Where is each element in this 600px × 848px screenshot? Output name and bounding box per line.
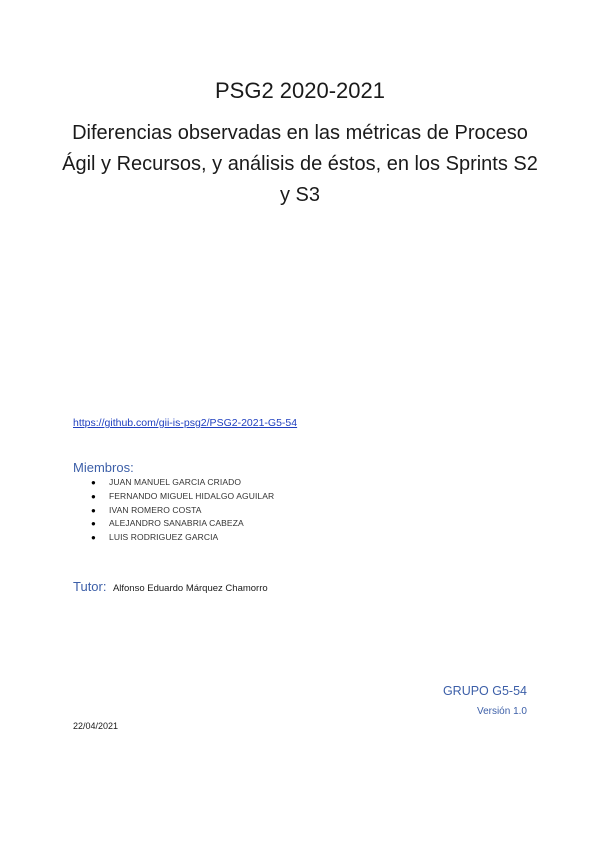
member-name: JUAN MANUEL GARCIA CRIADO [109, 477, 242, 487]
tutor-label: Tutor: [73, 579, 107, 594]
document-title: PSG2 2020-2021 [214, 78, 386, 103]
members-list [91, 476, 274, 545]
members-heading: Miembros: [73, 460, 134, 475]
member-item [91, 531, 274, 545]
bullet-icon: ● [91, 533, 96, 543]
tutor-line [73, 578, 268, 597]
bullet-icon: ● [91, 478, 96, 487]
group-label: GRUPO G5-54 [442, 684, 527, 698]
member-item [91, 504, 274, 518]
bullet-icon: ● [91, 505, 96, 515]
member-name: IVAN ROMERO COSTA [109, 504, 202, 515]
repository-link[interactable]: https://github.com/gii-is-psg2/PSG2-2021-G5-54 [73, 417, 298, 429]
tutor-name: Alfonso Eduardo Márquez Chamorro [112, 583, 268, 594]
bullet-icon: ● [91, 491, 96, 501]
member-name: ALEJANDRO SANABRIA CABEZA [109, 518, 244, 529]
member-item [91, 517, 274, 531]
member-name: LUIS RODRIGUEZ GARCIA [109, 532, 219, 543]
bullet-icon: ● [91, 519, 96, 529]
version-label: Versión 1.0 [476, 706, 527, 717]
member-name: FERNANDO MIGUEL HIDALGO AGUILAR [109, 490, 275, 501]
document-subtitle: Diferencias observadas en las métricas de Proceso Ágil y Recursos, y análisis de éstos, en los Sprints S2 y S3 [62, 122, 538, 206]
document-date: 22/04/2021 [73, 721, 119, 731]
member-item [91, 476, 274, 490]
member-item [91, 490, 274, 504]
